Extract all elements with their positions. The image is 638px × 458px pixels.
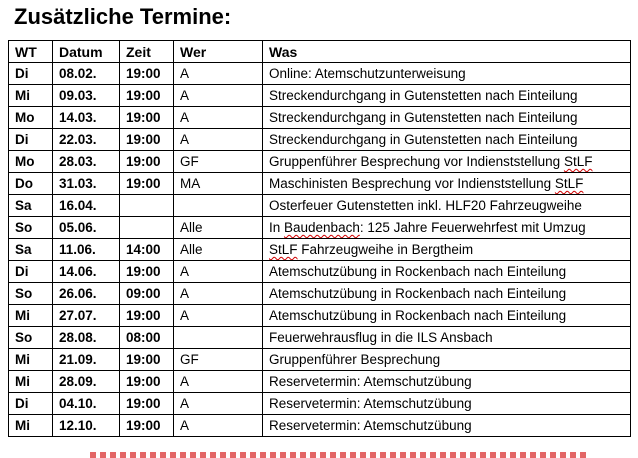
cell-datum: 04.10.	[53, 393, 120, 415]
cell-zeit: 19:00	[120, 173, 174, 195]
cut-off-footer-text	[90, 452, 590, 458]
table-row	[9, 415, 631, 437]
cell-was	[263, 107, 631, 129]
cell-wt: Mi	[9, 371, 53, 393]
cell-wt: Do	[9, 173, 53, 195]
cell-was	[263, 349, 631, 371]
column-header-was: Was	[263, 41, 631, 63]
cell-was	[263, 415, 631, 437]
cell-text: Osterfeuer Gutenstetten inkl. HLF20 Fahrzeugweihe	[269, 198, 582, 213]
cell-wt: So	[9, 327, 53, 349]
table-row	[9, 327, 631, 349]
cell-wer	[174, 327, 263, 349]
cell-text: Fahrzeugweihe in Bergtheim	[297, 242, 474, 257]
cell-was	[263, 327, 631, 349]
cell-wt: Mi	[9, 305, 53, 327]
cell-zeit: 19:00	[120, 129, 174, 151]
table-row	[9, 393, 631, 415]
cell-text: Feuerwehrausflug in die ILS Ansbach	[269, 330, 493, 345]
table-row	[9, 195, 631, 217]
cell-datum: 14.03.	[53, 107, 120, 129]
cell-wer: A	[174, 85, 263, 107]
cell-text: Atemschutzübung in Rockenbach nach Einteilung	[269, 264, 567, 279]
cell-wer: A	[174, 63, 263, 85]
cell-datum: 12.10.	[53, 415, 120, 437]
table-body	[9, 63, 631, 437]
cell-zeit: 19:00	[120, 415, 174, 437]
cell-wt: So	[9, 283, 53, 305]
cell-was	[263, 173, 631, 195]
cell-zeit: 09:00	[120, 283, 174, 305]
cell-datum: 05.06.	[53, 217, 120, 239]
cell-wt: Mi	[9, 415, 53, 437]
cell-text: Reservetermin: Atemschutzübung	[269, 374, 472, 389]
cell-wer: A	[174, 129, 263, 151]
cell-wer	[174, 195, 263, 217]
cell-datum: 28.08.	[53, 327, 120, 349]
cell-was	[263, 283, 631, 305]
table-row	[9, 107, 631, 129]
cell-zeit: 19:00	[120, 349, 174, 371]
table-row	[9, 85, 631, 107]
table-header-row	[9, 41, 631, 63]
table-row	[9, 305, 631, 327]
cell-was	[263, 371, 631, 393]
column-header-zeit: Zeit	[120, 41, 174, 63]
cell-was	[263, 195, 631, 217]
cell-wt: So	[9, 217, 53, 239]
table-row	[9, 63, 631, 85]
cell-datum: 09.03.	[53, 85, 120, 107]
cell-text: Online: Atemschutzunterweisung	[269, 66, 466, 81]
cell-wt: Sa	[9, 239, 53, 261]
cell-datum: 28.03.	[53, 151, 120, 173]
cell-was	[263, 63, 631, 85]
cell-datum: 27.07.	[53, 305, 120, 327]
cell-datum: 28.09.	[53, 371, 120, 393]
cell-text: Reservetermin: Atemschutzübung	[269, 418, 472, 433]
cell-was	[263, 261, 631, 283]
column-header-wer: Wer	[174, 41, 263, 63]
cell-wt: Di	[9, 129, 53, 151]
table-row	[9, 261, 631, 283]
cell-was	[263, 129, 631, 151]
cell-wt: Mo	[9, 151, 53, 173]
cell-wer: Alle	[174, 239, 263, 261]
cell-datum: 22.03.	[53, 129, 120, 151]
cell-wer: A	[174, 107, 263, 129]
table-row	[9, 371, 631, 393]
cell-was	[263, 151, 631, 173]
cell-wer: A	[174, 393, 263, 415]
cell-wer: A	[174, 261, 263, 283]
cell-text: : 125 Jahre Feuerwehrfest mit Umzug	[359, 220, 586, 235]
cell-wer: A	[174, 415, 263, 437]
table-row	[9, 283, 631, 305]
spellcheck-flagged-word: StLF	[563, 154, 593, 169]
table-row	[9, 217, 631, 239]
spellcheck-flagged-word: StLF	[554, 176, 584, 191]
cell-wt: Mi	[9, 349, 53, 371]
cell-datum: 08.02.	[53, 63, 120, 85]
schedule-table	[8, 40, 631, 437]
cell-wer: MA	[174, 173, 263, 195]
cell-wer: GF	[174, 349, 263, 371]
cell-zeit: 19:00	[120, 85, 174, 107]
cell-zeit: 14:00	[120, 239, 174, 261]
cell-wt: Sa	[9, 195, 53, 217]
cell-wt: Mo	[9, 107, 53, 129]
cell-wer: A	[174, 305, 263, 327]
cell-zeit: 19:00	[120, 371, 174, 393]
cell-wt: Di	[9, 261, 53, 283]
cell-text: Streckendurchgang in Gutenstetten nach Einteilung	[269, 110, 578, 125]
cell-wer: GF	[174, 151, 263, 173]
cell-text: Streckendurchgang in Gutenstetten nach Einteilung	[269, 88, 578, 103]
cell-zeit: 19:00	[120, 393, 174, 415]
cell-wer: A	[174, 371, 263, 393]
table-row	[9, 239, 631, 261]
column-header-wt: WT	[9, 41, 53, 63]
table-row	[9, 349, 631, 371]
cell-wt: Mi	[9, 85, 53, 107]
cell-zeit: 19:00	[120, 107, 174, 129]
spellcheck-flagged-word: Baudenbach	[284, 220, 360, 235]
cell-text: Streckendurchgang in Gutenstetten nach Einteilung	[269, 132, 578, 147]
table-row	[9, 129, 631, 151]
cell-zeit: 19:00	[120, 261, 174, 283]
cell-datum: 11.06.	[53, 239, 120, 261]
cell-text: Gruppenführer Besprechung vor Indienststellung	[269, 154, 564, 169]
cell-zeit: 08:00	[120, 327, 174, 349]
spellcheck-flagged-word: StLF	[269, 242, 298, 257]
table-row	[9, 151, 631, 173]
cell-text: Atemschutzübung in Rockenbach nach Einteilung	[269, 286, 567, 301]
table-row	[9, 173, 631, 195]
cell-text: In	[269, 220, 285, 235]
cell-zeit	[120, 217, 174, 239]
cell-wt: Di	[9, 393, 53, 415]
cell-was	[263, 305, 631, 327]
cell-zeit: 19:00	[120, 63, 174, 85]
cell-datum: 21.09.	[53, 349, 120, 371]
cell-wer: A	[174, 283, 263, 305]
cell-zeit: 19:00	[120, 305, 174, 327]
cell-datum: 14.06.	[53, 261, 120, 283]
cell-was	[263, 217, 631, 239]
cell-text: Atemschutzübung in Rockenbach nach Einteilung	[269, 308, 567, 323]
column-header-datum: Datum	[53, 41, 120, 63]
cell-zeit	[120, 195, 174, 217]
cell-wt: Di	[9, 63, 53, 85]
cell-was	[263, 85, 631, 107]
cell-text: Maschinisten Besprechung vor Indienststellung	[269, 176, 555, 191]
cell-wer: Alle	[174, 217, 263, 239]
cell-was	[263, 393, 631, 415]
cell-zeit: 19:00	[120, 151, 174, 173]
cell-text: Gruppenführer Besprechung	[269, 352, 441, 367]
cell-was	[263, 239, 631, 261]
cell-text: Reservetermin: Atemschutzübung	[269, 396, 472, 411]
cell-datum: 26.06.	[53, 283, 120, 305]
cell-datum: 31.03.	[53, 173, 120, 195]
cell-datum: 16.04.	[53, 195, 120, 217]
page-title: Zusätzliche Termine:	[14, 4, 232, 29]
